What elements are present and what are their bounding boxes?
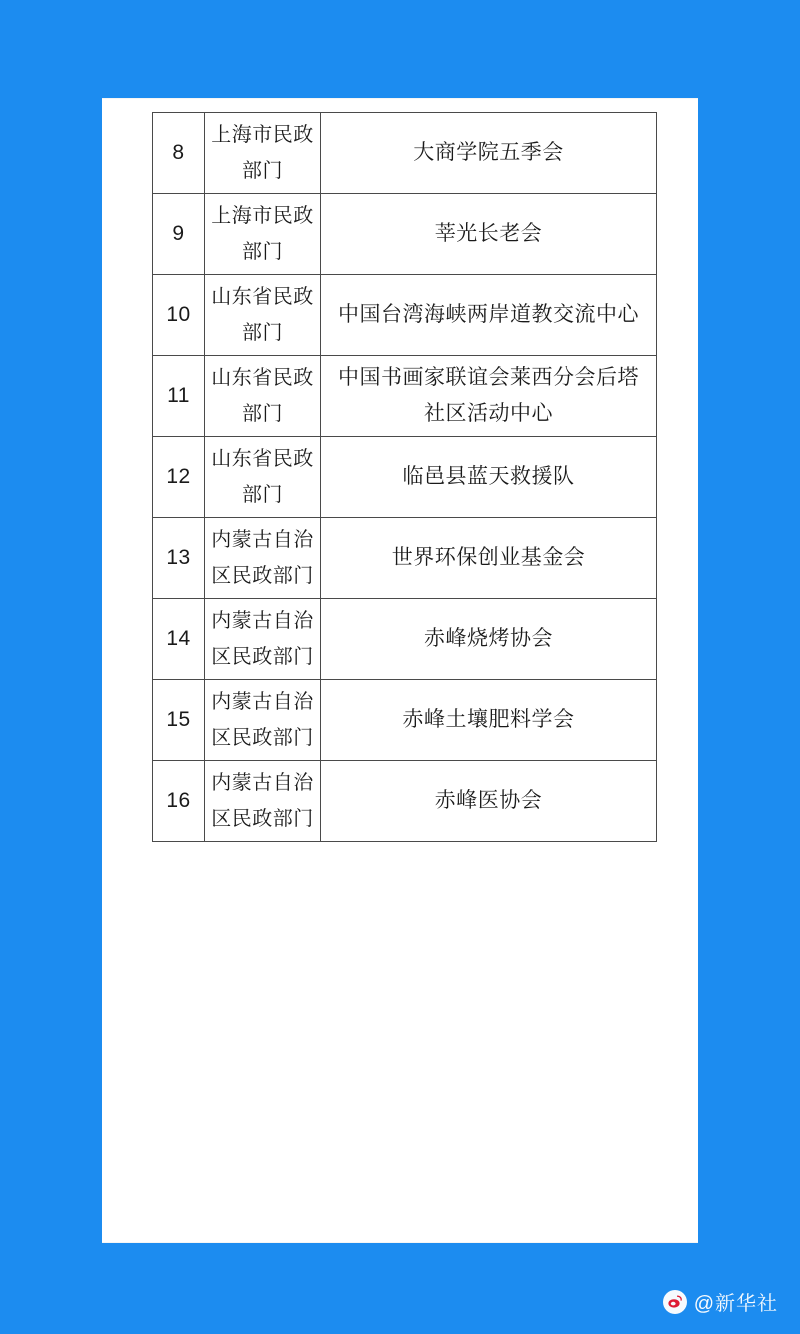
sheet-bottom-edge	[102, 1242, 698, 1243]
organization-table	[152, 112, 657, 842]
cell-organization-name: 中国书画家联谊会莱西分会后塔社区活动中心	[321, 356, 657, 437]
cell-department: 内蒙古自治区民政部门	[205, 599, 321, 680]
cell-organization-name: 赤峰土壤肥料学会	[321, 680, 657, 761]
cell-department: 山东省民政部门	[205, 356, 321, 437]
cell-index: 13	[153, 518, 205, 599]
table-row	[153, 599, 657, 680]
cell-index: 14	[153, 599, 205, 680]
cell-index: 10	[153, 275, 205, 356]
watermark	[663, 1287, 778, 1316]
weibo-icon	[663, 1290, 687, 1314]
cell-organization-name: 中国台湾海峡两岸道教交流中心	[321, 275, 657, 356]
cell-department: 内蒙古自治区民政部门	[205, 680, 321, 761]
table-row	[153, 356, 657, 437]
cell-department: 内蒙古自治区民政部门	[205, 518, 321, 599]
table-row	[153, 761, 657, 842]
cell-department: 上海市民政部门	[205, 113, 321, 194]
table-row	[153, 275, 657, 356]
table-row	[153, 113, 657, 194]
table-body	[153, 113, 657, 842]
table-row	[153, 680, 657, 761]
cell-department: 上海市民政部门	[205, 194, 321, 275]
cell-organization-name: 莘光长老会	[321, 194, 657, 275]
cell-index: 12	[153, 437, 205, 518]
cell-organization-name: 赤峰烧烤协会	[321, 599, 657, 680]
sheet-top-edge	[102, 98, 698, 99]
cell-index: 15	[153, 680, 205, 761]
cell-department: 山东省民政部门	[205, 437, 321, 518]
cell-index: 9	[153, 194, 205, 275]
cell-department: 山东省民政部门	[205, 275, 321, 356]
table-row	[153, 437, 657, 518]
cell-index: 8	[153, 113, 205, 194]
cell-organization-name: 临邑县蓝天救援队	[321, 437, 657, 518]
cell-department: 内蒙古自治区民政部门	[205, 761, 321, 842]
cell-organization-name: 世界环保创业基金会	[321, 518, 657, 599]
watermark-label: @新华社	[693, 1293, 778, 1315]
document-page	[102, 98, 698, 1243]
table-row	[153, 518, 657, 599]
table-row	[153, 194, 657, 275]
cell-organization-name: 大商学院五季会	[321, 113, 657, 194]
cell-organization-name: 赤峰医协会	[321, 761, 657, 842]
cell-index: 11	[153, 356, 205, 437]
cell-index: 16	[153, 761, 205, 842]
